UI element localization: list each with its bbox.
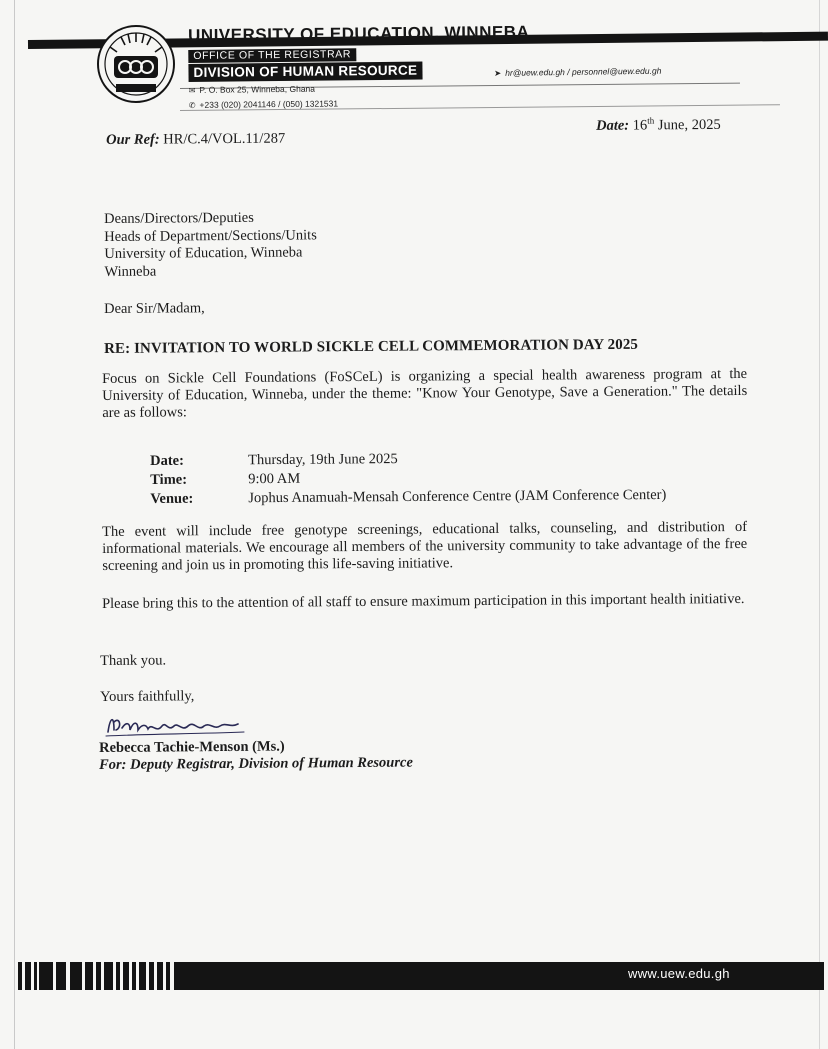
handwritten-signature: [104, 708, 254, 742]
date-day: 16: [632, 117, 648, 134]
email-line: [494, 66, 661, 79]
university-name: UNIVERSITY OF EDUCATION, WINNEBA: [188, 22, 530, 45]
recipient-line: Deans/Directors/Deputies: [104, 209, 254, 227]
footer-barcode-strip: [18, 962, 172, 990]
recipient-line: University of Education, Winneba: [104, 244, 303, 262]
phone-line: [189, 95, 530, 112]
salutation: Dear Sir/Madam,: [104, 300, 205, 317]
signatory-name: Rebecca Tachie-Menson (Ms.): [99, 738, 285, 756]
event-details: [150, 448, 666, 509]
request-paragraph: Please bring this to the attention of all staff to ensure maximum participation in this important health initiative.: [102, 590, 745, 612]
recipient-line: Heads of Department/Sections/Units: [104, 226, 317, 245]
postal-address: P. O. Box 25, Winneba, Ghana: [199, 83, 316, 95]
send-icon: ➤: [494, 67, 502, 78]
email-addresses: hr@uew.edu.gh / personnel@uew.edu.gh: [505, 65, 662, 78]
detail-label: Date:: [150, 452, 184, 469]
phone-icon: ✆: [188, 100, 196, 110]
intro-paragraph: Focus on Sickle Cell Foundations (FoSCeL) is organizing a special health awareness program at the University of Education, Winneba, under the theme: "Know Your Genotype, Save a Generation." The details are as follows:: [102, 365, 748, 421]
detail-label: Time:: [150, 471, 188, 488]
signatory-role: For: Deputy Registrar, Division of Human Resource: [99, 754, 413, 773]
date-rest: June, 2025: [657, 116, 721, 134]
detail-value: Thursday, 19th June 2025: [248, 451, 398, 469]
footer-website: www.uew.edu.gh: [628, 966, 730, 981]
mail-icon: ✉: [188, 85, 196, 95]
university-seal-logo: [94, 20, 178, 104]
reference-label: Our Ref:: [106, 131, 160, 148]
reference-value: HR/C.4/VOL.11/287: [163, 130, 286, 148]
recipient-line: Winneba: [104, 263, 157, 280]
event-paragraph: The event will include free genotype screenings, educational talks, counseling, and distribution of informational materials. We encourage all members of the university community to take advantage of the free screening and join us in promoting this life-saving initiative.: [102, 518, 748, 574]
division-name: DIVISION OF HUMAN RESOURCE: [188, 62, 422, 82]
recipient-address: [104, 209, 317, 281]
closing-line: Yours faithfully,: [100, 688, 195, 705]
letterhead-text: [188, 22, 530, 112]
scan-edge-left: [14, 0, 15, 1049]
office-name: OFFICE OF THE REGISTRAR: [188, 48, 356, 63]
reference-line: [106, 131, 285, 149]
detail-row-venue: [150, 486, 666, 509]
detail-value: 9:00 AM: [248, 470, 301, 488]
letter-date: [596, 115, 721, 135]
thanks-line: Thank you.: [100, 652, 167, 669]
date-suffix: th: [647, 115, 655, 126]
detail-label: Venue:: [150, 490, 194, 507]
scan-edge-right: [819, 0, 820, 1049]
detail-value: Jophus Anamuah-Mensah Conference Centre (JAM Conference Center): [248, 486, 667, 507]
postal-address-line: [189, 80, 530, 97]
letter-subject: RE: INVITATION TO WORLD SICKLE CELL COMMEMORATION DAY 2025: [104, 336, 639, 357]
phone-numbers: +233 (020) 2041146 / (050) 1321531: [199, 98, 339, 110]
date-label: Date:: [596, 117, 630, 134]
